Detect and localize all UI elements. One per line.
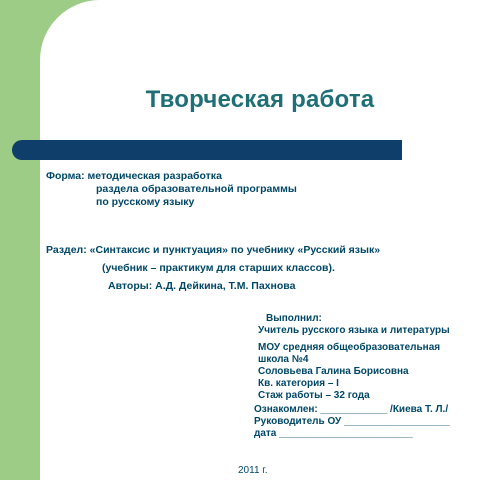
title-divider-bar bbox=[12, 140, 402, 160]
author-line-3: МОУ средняя общеобразовательная bbox=[258, 342, 441, 353]
header-line-3: Муниципальное образовательное учреждение bbox=[169, 37, 461, 51]
year-label: 2011 г. bbox=[238, 465, 268, 476]
author-line-4: школа №4 bbox=[258, 354, 309, 365]
author-line-1: Выполнил: bbox=[266, 313, 322, 324]
header-line-4: средняя общеобразовательная школа №4 bbox=[183, 50, 447, 64]
author-line-7: Стаж работы – 32 года bbox=[258, 390, 370, 401]
section-line-2: (учебник – практикум для старших классов). bbox=[102, 262, 335, 274]
document-title: Творческая работа bbox=[145, 86, 375, 113]
form-line-2: раздела образовательной программы bbox=[96, 183, 297, 195]
approval-line-2: Руководитель ОУ ___________________ bbox=[254, 416, 450, 427]
approval-line-3: дата ________________________ bbox=[254, 428, 413, 439]
approval-line-1: Ознакомлен: ____________ /Киева Т. Л./ bbox=[254, 404, 449, 415]
section-line-1: Раздел: «Синтаксис и пунктуация» по учебнику «Русский язык» bbox=[46, 244, 381, 256]
header-line-2: Навашинского района Нижегородской области bbox=[169, 24, 461, 38]
form-line-3: по русскому языку bbox=[96, 196, 195, 208]
header-line-1: Управление образования администрации bbox=[185, 11, 445, 25]
form-line-1: Форма: методическая разработка bbox=[46, 170, 222, 182]
green-sidebar bbox=[0, 0, 40, 480]
author-line-2: Учитель русского языка и литературы bbox=[258, 325, 450, 336]
author-line-6: Кв. категория – I bbox=[258, 378, 339, 389]
section-line-3: Авторы: А.Д. Дейкина, Т.М. Пахнова bbox=[108, 280, 296, 292]
author-line-5: Соловьева Галина Борисовна bbox=[258, 366, 409, 377]
school-header bbox=[150, 12, 480, 64]
